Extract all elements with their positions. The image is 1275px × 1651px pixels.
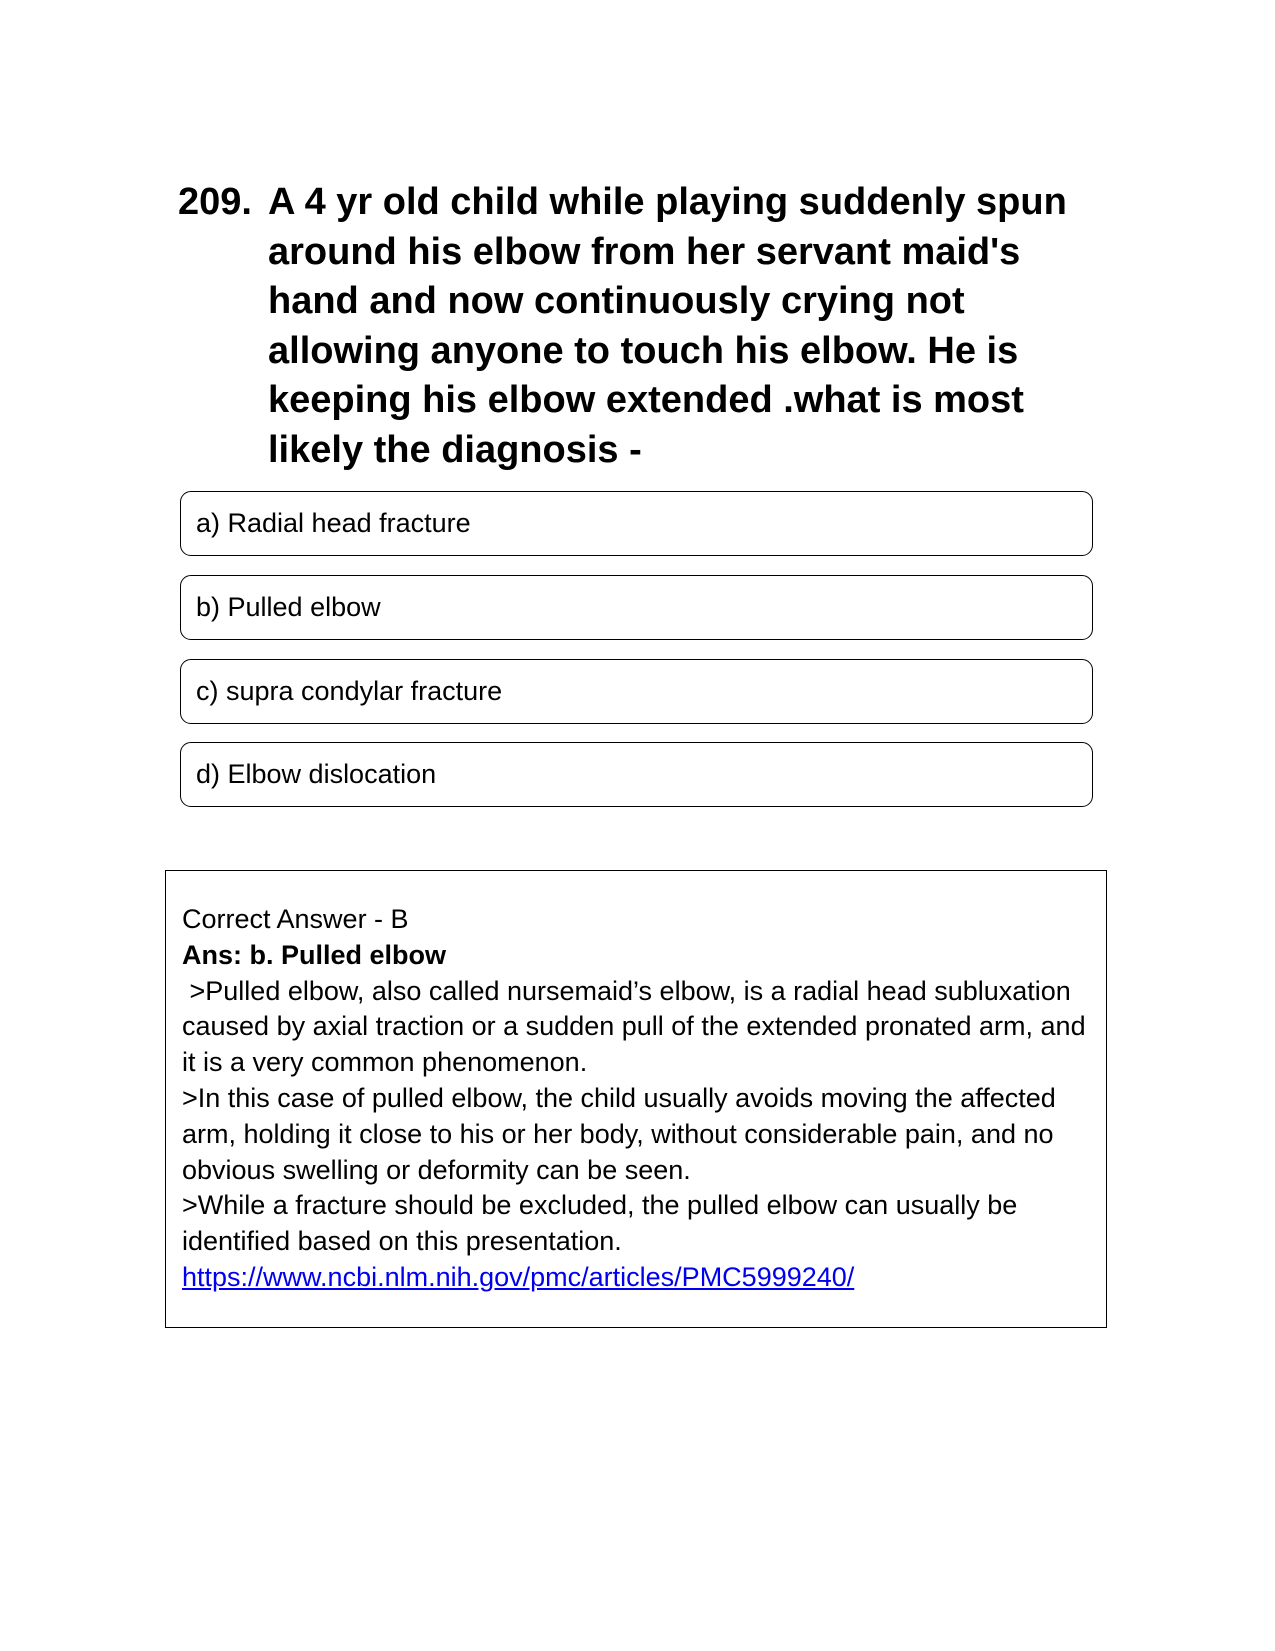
question (178, 178, 1098, 475)
explanation-paragraph-3: >While a fracture should be excluded, the pulled elbow can usually be identified based on this presentation. (182, 1190, 1018, 1257)
question-text: A 4 yr old child while playing suddenly spun around his elbow from her servant maid's hand and now continuously crying not allowing anyone to touch his elbow. He is keeping his elbow extended .what is most likely the diagnosis - (268, 181, 1067, 471)
answer-title: Ans: b. Pulled elbow (182, 939, 447, 970)
option-b[interactable]: b) Pulled elbow (180, 575, 1093, 640)
answer-explanation-box (165, 870, 1107, 1328)
option-c[interactable]: c) supra condylar fracture (180, 659, 1093, 724)
option-d[interactable]: d) Elbow dislocation (180, 742, 1093, 807)
explanation-paragraph-1: >Pulled elbow, also called nursemaid’s elbow, is a radial head subluxation caused by axial traction or a sudden pull of the extended pronated arm, and it is a very common phenomenon. (182, 975, 1094, 1078)
correct-answer: Correct Answer - B (182, 904, 409, 934)
question-number: 209. (178, 181, 252, 223)
explanation-paragraph-2: >In this case of pulled elbow, the child usually avoids moving the affected arm, holding it close to his or her body, without considerable pain, and no obvious swelling or deformity can be seen. (182, 1082, 1056, 1185)
option-a[interactable]: a) Radial head fracture (180, 491, 1093, 556)
reference-link[interactable]: https://www.ncbi.nlm.nih.gov/pmc/articles/PMC5999240/ (182, 1261, 855, 1292)
